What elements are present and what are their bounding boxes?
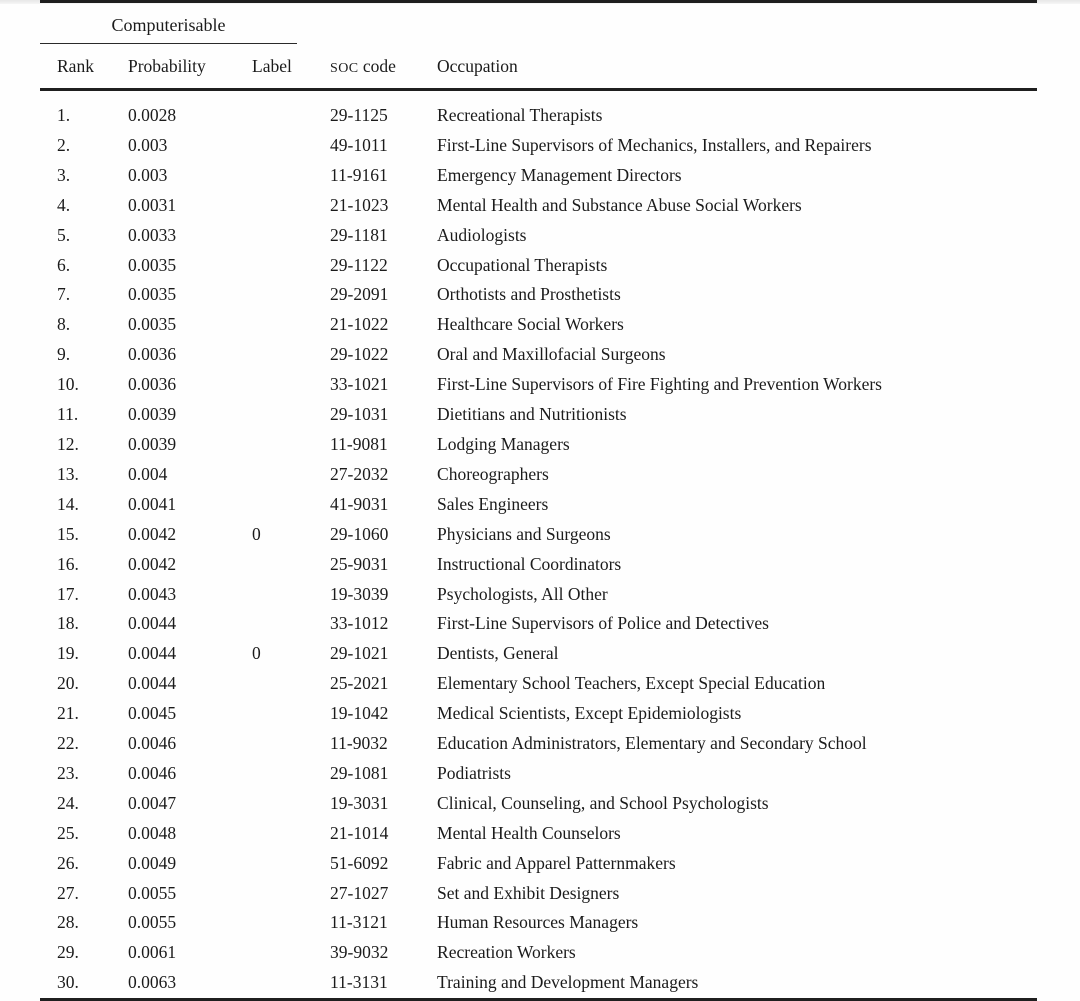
- table-row: [40, 729, 1037, 759]
- column-header-row: [40, 44, 1037, 90]
- cell-soc-code: 11-3121: [330, 912, 388, 933]
- cell-soc-code: 21-1023: [330, 194, 389, 215]
- cell-probability: 0.0049: [128, 852, 177, 873]
- cell-rank: 28.: [57, 912, 79, 933]
- cell-probability: 0.0063: [128, 972, 177, 993]
- cell-label: [250, 580, 330, 610]
- cell-probability: 0.0035: [128, 284, 177, 305]
- cell-soc-code: 29-1060: [330, 523, 389, 544]
- cell-soc-code: 29-1125: [330, 105, 388, 125]
- cell-probability: 0.0043: [128, 583, 177, 604]
- cell-label: [250, 191, 330, 221]
- table-row: [40, 699, 1037, 729]
- column-header-rank: Rank: [40, 44, 128, 90]
- cell-occupation: Physicians and Surgeons: [437, 523, 611, 544]
- cell-rank: 2.: [57, 134, 71, 155]
- cell-occupation: Education Administrators, Elementary and Secondary School: [437, 733, 867, 754]
- cell-soc-code: 25-2021: [330, 673, 389, 694]
- cell-soc-code: 21-1022: [330, 314, 389, 335]
- cell-occupation: Lodging Managers: [437, 433, 570, 454]
- cell-soc-code: 29-1081: [330, 762, 389, 783]
- cell-rank: 14.: [57, 493, 79, 514]
- cell-rank: 22.: [57, 733, 79, 754]
- computerisable-occupations-table: [40, 0, 1037, 1001]
- table-row: [40, 460, 1037, 490]
- cell-soc-code: 29-2091: [330, 284, 389, 305]
- cell-occupation: Psychologists, All Other: [437, 583, 608, 604]
- cell-rank: 12.: [57, 433, 79, 454]
- table-row: [40, 669, 1037, 699]
- table-row: [40, 251, 1037, 281]
- cell-rank: 7.: [57, 284, 71, 305]
- cell-soc-code: 29-1031: [330, 404, 389, 425]
- cell-rank: 5.: [57, 224, 71, 245]
- cell-soc-code: 29-1021: [330, 643, 389, 664]
- cell-rank: 8.: [57, 314, 71, 335]
- cell-occupation: Emergency Management Directors: [437, 164, 682, 185]
- table-row: [40, 849, 1037, 879]
- cell-probability: 0.0036: [128, 344, 177, 365]
- group-header-cell: [40, 2, 330, 45]
- table-row: [40, 221, 1037, 251]
- cell-rank: 21.: [57, 703, 79, 724]
- cell-soc-code: 51-6092: [330, 852, 389, 873]
- cell-rank: 29.: [57, 942, 79, 963]
- cell-rank: 6.: [57, 254, 71, 275]
- cell-label: [250, 849, 330, 879]
- table-row: [40, 90, 1037, 131]
- cell-rank: 24.: [57, 792, 79, 813]
- cell-label: [250, 400, 330, 430]
- cell-label: [250, 938, 330, 968]
- cell-occupation: Dietitians and Nutritionists: [437, 404, 627, 425]
- cell-occupation: Fabric and Apparel Patternmakers: [437, 852, 676, 873]
- table-row: [40, 520, 1037, 550]
- cell-occupation: Occupational Therapists: [437, 254, 608, 275]
- cell-occupation: Healthcare Social Workers: [437, 314, 624, 335]
- cell-label: [250, 251, 330, 281]
- cell-rank: 15.: [57, 523, 79, 544]
- cell-rank: 10.: [57, 374, 79, 395]
- table-row: [40, 639, 1037, 669]
- cell-probability: 0.0036: [128, 374, 177, 395]
- cell-probability: 0.0035: [128, 314, 177, 335]
- cell-probability: 0.0031: [128, 194, 177, 215]
- cell-rank: 3.: [57, 164, 71, 185]
- cell-rank: 13.: [57, 463, 79, 484]
- table-row: [40, 550, 1037, 580]
- cell-probability: 0.0055: [128, 882, 177, 903]
- cell-soc-code: 25-9031: [330, 553, 389, 574]
- cell-occupation: Recreation Workers: [437, 942, 576, 963]
- table-row: [40, 310, 1037, 340]
- cell-probability: 0.0042: [128, 523, 177, 544]
- group-header-computerisable: Computerisable: [40, 15, 297, 44]
- cell-rank: 20.: [57, 673, 79, 694]
- cell-rank: 30.: [57, 972, 79, 993]
- cell-label: [250, 879, 330, 909]
- cell-occupation: Oral and Maxillofacial Surgeons: [437, 344, 666, 365]
- table-row: [40, 430, 1037, 460]
- cell-rank: 23.: [57, 762, 79, 783]
- cell-soc-code: 19-3031: [330, 792, 389, 813]
- cell-probability: 0.003: [128, 134, 168, 155]
- cell-occupation: Orthotists and Prosthetists: [437, 284, 621, 305]
- table-row: [40, 879, 1037, 909]
- cell-probability: 0.004: [128, 463, 168, 484]
- cell-label: [250, 490, 330, 520]
- column-header-probability: Probability: [128, 44, 250, 90]
- cell-occupation: Podiatrists: [437, 762, 511, 783]
- cell-probability: 0.0041: [128, 493, 177, 514]
- table-row: [40, 370, 1037, 400]
- cell-soc-code: 11-9032: [330, 733, 388, 754]
- cell-rank: 17.: [57, 583, 79, 604]
- group-header-row: [40, 2, 1037, 45]
- cell-label: 0: [252, 643, 261, 664]
- cell-soc-code: 11-9081: [330, 433, 388, 454]
- cell-label: [250, 370, 330, 400]
- cell-soc-code: 19-3039: [330, 583, 389, 604]
- cell-occupation: Dentists, General: [437, 643, 559, 664]
- group-header-empty-cell: [330, 2, 1037, 45]
- cell-probability: 0.0039: [128, 433, 177, 454]
- cell-probability: 0.0042: [128, 553, 177, 574]
- table-row: [40, 819, 1037, 849]
- cell-probability: 0.0044: [128, 613, 177, 634]
- cell-soc-code: 29-1122: [330, 254, 388, 275]
- table-row: [40, 938, 1037, 968]
- cell-rank: 9.: [57, 344, 71, 365]
- cell-probability: 0.0044: [128, 673, 177, 694]
- table-row: [40, 609, 1037, 639]
- cell-label: [250, 789, 330, 819]
- cell-probability: 0.003: [128, 164, 168, 185]
- cell-label: [250, 819, 330, 849]
- cell-soc-code: 11-9161: [330, 164, 388, 185]
- cell-label: [250, 759, 330, 789]
- cell-label: [250, 550, 330, 580]
- cell-occupation: First-Line Supervisors of Fire Fighting and Prevention Workers: [437, 374, 882, 395]
- cell-soc-code: 19-1042: [330, 703, 389, 724]
- cell-label: [250, 221, 330, 251]
- cell-label: [250, 669, 330, 699]
- column-header-label: Label: [250, 44, 330, 90]
- cell-probability: 0.0061: [128, 942, 177, 963]
- cell-occupation: Elementary School Teachers, Except Special Education: [437, 673, 826, 694]
- cell-label: [250, 280, 330, 310]
- cell-soc-code: 41-9031: [330, 493, 389, 514]
- cell-probability: 0.0045: [128, 703, 177, 724]
- table-row: [40, 580, 1037, 610]
- cell-probability: 0.0048: [128, 822, 177, 843]
- cell-label: [250, 430, 330, 460]
- cell-probability: 0.0028: [128, 105, 177, 125]
- cell-soc-code: 21-1014: [330, 822, 389, 843]
- cell-probability: 0.0035: [128, 254, 177, 275]
- table-body: [40, 90, 1037, 1000]
- cell-occupation: Recreational Therapists: [437, 105, 603, 125]
- table-row: [40, 490, 1037, 520]
- table-row: [40, 908, 1037, 938]
- table-row: [40, 131, 1037, 161]
- table-row: [40, 340, 1037, 370]
- cell-label: [250, 699, 330, 729]
- column-header-occupation: Occupation: [437, 44, 1037, 90]
- table-row: [40, 161, 1037, 191]
- cell-probability: 0.0046: [128, 762, 177, 783]
- cell-probability: 0.0039: [128, 404, 177, 425]
- cell-probability: 0.0055: [128, 912, 177, 933]
- cell-occupation: First-Line Supervisors of Police and Detectives: [437, 613, 769, 634]
- cell-rank: 11.: [57, 404, 79, 425]
- cell-label: [250, 729, 330, 759]
- cell-probability: 0.0047: [128, 792, 177, 813]
- cell-occupation: Medical Scientists, Except Epidemiologists: [437, 703, 742, 724]
- cell-occupation: Mental Health Counselors: [437, 822, 621, 843]
- cell-occupation: Instructional Coordinators: [437, 553, 622, 574]
- cell-soc-code: 27-1027: [330, 882, 389, 903]
- cell-label: [250, 90, 330, 131]
- cell-rank: 1.: [57, 105, 71, 125]
- cell-occupation: Set and Exhibit Designers: [437, 882, 620, 903]
- cell-occupation: Choreographers: [437, 463, 549, 484]
- cell-probability: 0.0044: [128, 643, 177, 664]
- table-row: [40, 280, 1037, 310]
- table-row: [40, 191, 1037, 221]
- cell-label: [250, 161, 330, 191]
- cell-soc-code: 33-1012: [330, 613, 389, 634]
- cell-occupation: Training and Development Managers: [437, 972, 699, 993]
- table-row: [40, 400, 1037, 430]
- cell-soc-code: 11-3131: [330, 972, 388, 993]
- cell-occupation: Sales Engineers: [437, 493, 549, 514]
- cell-soc-code: 29-1181: [330, 224, 388, 245]
- cell-probability: 0.0033: [128, 224, 177, 245]
- table-header: [40, 2, 1037, 90]
- cell-label: [250, 968, 330, 999]
- cell-rank: 25.: [57, 822, 79, 843]
- cell-rank: 18.: [57, 613, 79, 634]
- table-row: [40, 789, 1037, 819]
- table-row: [40, 968, 1037, 999]
- cell-label: [250, 340, 330, 370]
- cell-label: [250, 310, 330, 340]
- cell-occupation: Mental Health and Substance Abuse Social Workers: [437, 194, 802, 215]
- cell-occupation: Audiologists: [437, 224, 527, 245]
- soc-acronym-smallcaps: SOC: [330, 60, 359, 76]
- cell-label: [250, 131, 330, 161]
- cell-soc-code: 39-9032: [330, 942, 389, 963]
- cell-soc-code: 33-1021: [330, 374, 389, 395]
- cell-rank: 4.: [57, 194, 71, 215]
- cell-rank: 26.: [57, 852, 79, 873]
- soc-code-rest: code: [358, 55, 396, 76]
- cell-rank: 27.: [57, 882, 79, 903]
- cell-label: [250, 460, 330, 490]
- cell-soc-code: 27-2032: [330, 463, 389, 484]
- cell-label: [250, 609, 330, 639]
- cell-probability: 0.0046: [128, 733, 177, 754]
- table-row: [40, 759, 1037, 789]
- cell-soc-code: 49-1011: [330, 134, 388, 155]
- cell-occupation: First-Line Supervisors of Mechanics, Installers, and Repairers: [437, 134, 872, 155]
- cell-soc-code: 29-1022: [330, 344, 389, 365]
- cell-occupation: Human Resources Managers: [437, 912, 639, 933]
- cell-rank: 16.: [57, 553, 79, 574]
- cell-rank: 19.: [57, 643, 79, 664]
- cell-label: [250, 908, 330, 938]
- cell-label: 0: [252, 523, 261, 544]
- column-header-soc-code: [330, 44, 437, 90]
- cell-occupation: Clinical, Counseling, and School Psychologists: [437, 792, 769, 813]
